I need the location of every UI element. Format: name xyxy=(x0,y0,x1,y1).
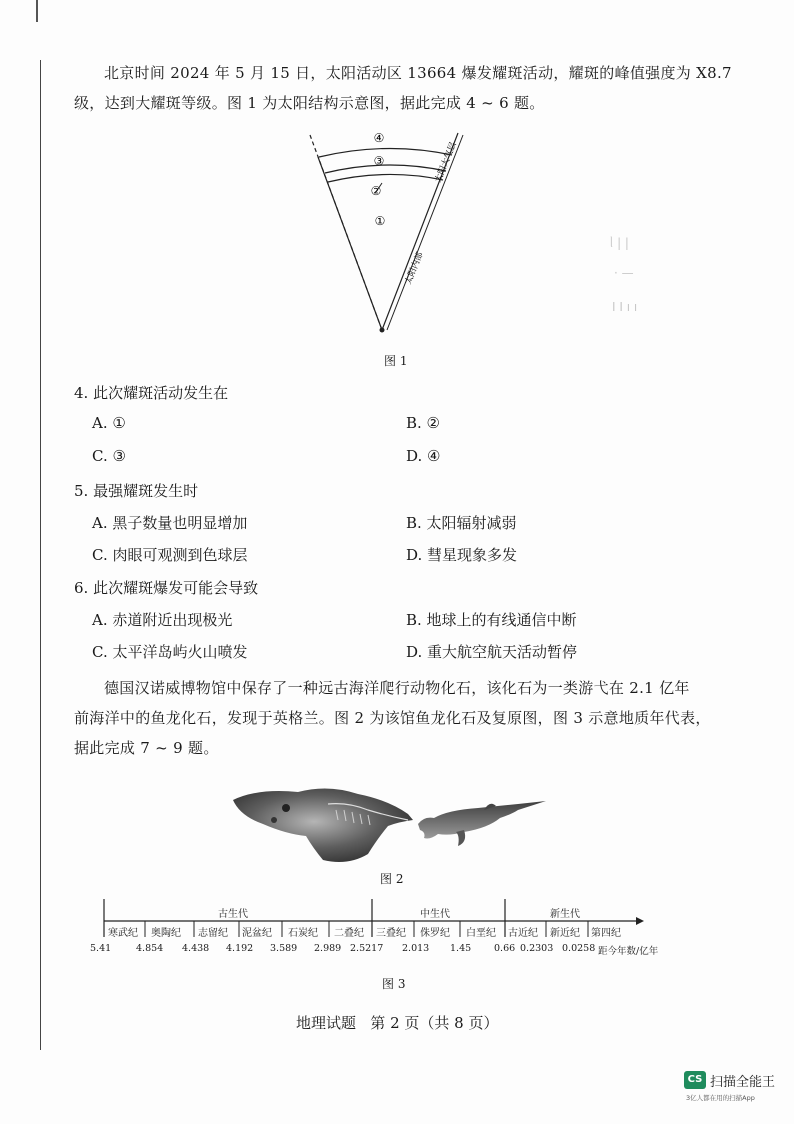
period-quaternary: 第四纪 xyxy=(591,928,621,939)
tick-label: 5.41 xyxy=(90,943,112,954)
tick-label: 2.989 xyxy=(314,943,342,954)
tick-label: 4.192 xyxy=(226,943,254,954)
question-6-option-c: C. 太平洋岛屿火山喷发 xyxy=(92,643,248,661)
period-cambrian: 寒武纪 xyxy=(108,928,138,939)
tick-label: 4.854 xyxy=(136,943,164,954)
tick-label: 0.2303 xyxy=(520,943,554,954)
label-4: ④ xyxy=(373,131,385,145)
tick-label: 0.0258 xyxy=(562,943,596,954)
reconstruction-flipper xyxy=(456,830,465,846)
question-6-option-a: A. 赤道附近出现极光 xyxy=(92,611,233,629)
question-6-option-d: D. 重大航空航天活动暂停 xyxy=(406,643,578,661)
intro-2-line-1: 德国汉诺威博物馆中保存了一种远古海洋爬行动物化石，该化石为一类游弋在 2.1 亿年 xyxy=(104,679,690,697)
layer-boundary-3 xyxy=(325,165,446,173)
tick-label: 2.013 xyxy=(402,943,430,954)
sun-core-point xyxy=(380,328,385,333)
question-6-stem: 6. 此次耀斑爆发可能会导致 xyxy=(74,579,259,597)
camscanner-logo-icon: CS xyxy=(684,1071,706,1089)
intro-2-line-2: 前海洋中的鱼龙化石，发现于英格兰。图 2 为该馆鱼龙化石及复原图，图 3 示意地质年代表， xyxy=(74,709,711,727)
layer-boundary-4 xyxy=(319,148,452,157)
scan-artifact-text: ᥣ | | xyxy=(610,236,629,250)
question-5-option-b: B. 太阳辐射减弱 xyxy=(406,514,517,532)
question-5-option-d: D. 彗星现象多发 xyxy=(406,546,518,564)
scanner-app-name: 扫描全能王 xyxy=(710,1075,776,1090)
question-6-option-b: B. 地球上的有线通信中断 xyxy=(406,611,577,629)
question-4-option-b: B. ② xyxy=(406,414,441,432)
interior-label: 太阳内部 xyxy=(403,250,426,287)
period-permian: 二叠纪 xyxy=(334,928,364,939)
ichthyosaur-reconstruction-image xyxy=(418,801,546,839)
tick-label: 4.438 xyxy=(182,943,210,954)
period-carboniferous: 石炭纪 xyxy=(288,928,318,939)
period-devonian: 泥盆纪 xyxy=(242,928,272,939)
question-5-option-c: C. 肉眼可观测到色球层 xyxy=(92,546,248,564)
period-neogene: 新近纪 xyxy=(550,928,580,939)
scanner-tagline: 3亿人都在用的扫描App xyxy=(686,1094,755,1102)
figure-2-caption: 图 2 xyxy=(380,872,404,886)
fossil-cavity xyxy=(271,817,277,823)
atmosphere-label: 太阳大气层 xyxy=(433,140,459,185)
era-cenozoic: 新生代 xyxy=(550,909,580,920)
period-silurian: 志留纪 xyxy=(198,928,228,939)
period-triassic: 三叠纪 xyxy=(376,928,406,939)
binding-margin-line xyxy=(40,60,41,1050)
question-4-option-c: C. ③ xyxy=(92,447,126,465)
figure-3-caption: 图 3 xyxy=(382,977,406,991)
ichthyosaur-figure xyxy=(228,780,553,870)
period-ordovician: 奥陶纪 xyxy=(151,928,181,939)
intro-paragraph-1 xyxy=(104,58,764,88)
tick-label: 0.66 xyxy=(494,943,516,954)
period-paleogene: 古近纪 xyxy=(508,928,538,939)
question-5-option-a: A. 黑子数量也明显增加 xyxy=(92,514,248,532)
era-paleozoic: 古生代 xyxy=(218,909,248,920)
label-3: ③ xyxy=(373,154,385,168)
period-jurassic: 侏罗纪 xyxy=(420,928,450,939)
wedge-left-edge xyxy=(318,157,382,330)
question-4-option-a: A. ① xyxy=(92,414,126,432)
label-1: ① xyxy=(374,214,386,228)
page-footer: 地理试题 第 2 页（共 8 页） xyxy=(296,1014,499,1032)
tick-label: 2.5217 xyxy=(350,943,384,954)
axis-unit-label: 距今年数/亿年 xyxy=(598,946,659,957)
intro-paragraph-1-cont xyxy=(74,88,764,118)
tick-label: 1.45 xyxy=(450,943,472,954)
scan-artifact-text: · — xyxy=(614,266,634,280)
label-2: ② xyxy=(370,184,382,198)
intro-1-line-2: 级，达到大耀斑等级。图 1 为太阳结构示意图，据此完成 4 ~ 6 题。 xyxy=(74,94,545,112)
fossil-slab-image xyxy=(233,788,413,862)
question-4-option-d: D. ④ xyxy=(406,447,441,465)
question-5-stem: 5. 最强耀斑发生时 xyxy=(74,482,199,500)
fossil-cavity xyxy=(282,804,290,812)
geologic-timescale xyxy=(84,897,680,961)
figure-1-caption: 图 1 xyxy=(384,354,408,368)
intro-1-line-1: 北京时间 2024 年 5 月 15 日，太阳活动区 13664 爆发耀斑活动，耀斑的峰值强度为 X8.7 xyxy=(104,64,732,82)
sun-structure-diagram xyxy=(300,125,480,340)
tick-label: 3.589 xyxy=(270,943,298,954)
timescale-arrow-icon xyxy=(636,917,644,925)
period-cretaceous: 白垩纪 xyxy=(466,928,496,939)
scan-artifact-text: I I ı ı xyxy=(612,300,638,314)
question-4-stem: 4. 此次耀斑活动发生在 xyxy=(74,384,229,402)
intro-2-line-3: 据此完成 7 ~ 9 题。 xyxy=(74,739,219,757)
wedge-right-bracket xyxy=(387,135,463,330)
scan-edge-mark xyxy=(36,0,38,22)
era-mesozoic: 中生代 xyxy=(420,909,450,920)
layer-boundary-2 xyxy=(328,174,443,182)
